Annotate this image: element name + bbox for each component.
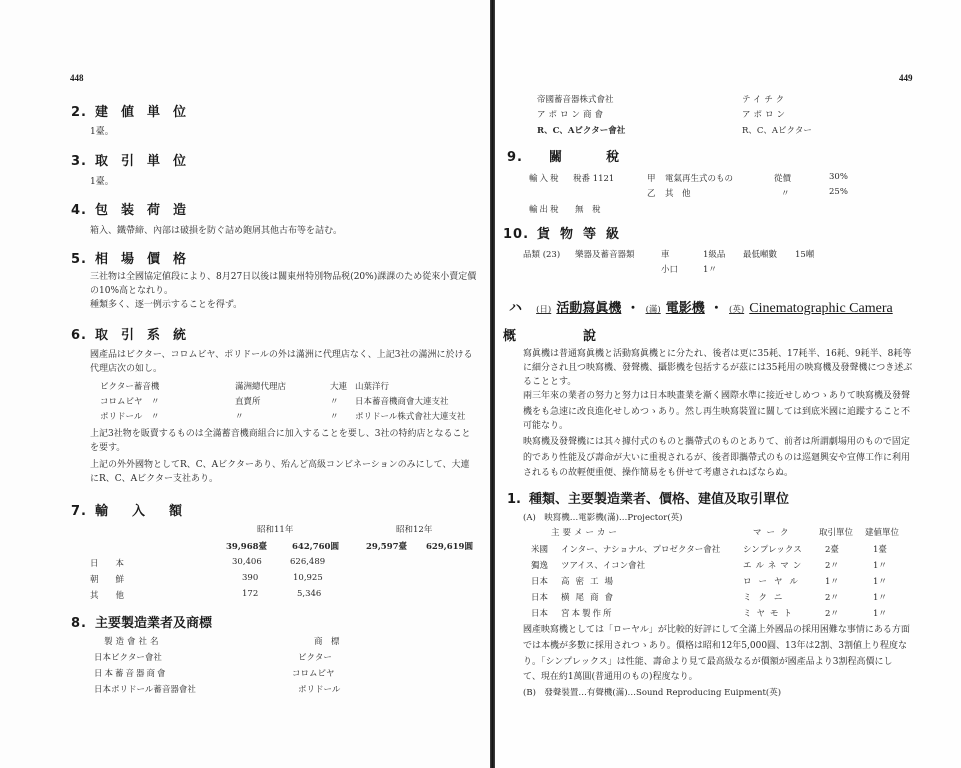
maker-mark: シンプレックス xyxy=(743,545,802,555)
total-qty-1: 39,968臺 xyxy=(226,542,268,552)
maker-country: 獨逸 xyxy=(531,561,549,571)
maker-country: 米國 xyxy=(531,545,549,555)
maker-trade-unit: 1〃 xyxy=(825,577,839,587)
section-2-heading xyxy=(71,101,199,120)
section-title: 主要製造業者及商標 xyxy=(94,616,212,631)
section-c-heading: ハ (日) 活動寫眞機 ・ (滿) 電影機 ・ (英) Cinematographic Camera xyxy=(509,301,893,316)
freight-item: 樂器及蓄音器類 xyxy=(575,250,635,260)
subsection-b: (B) 發聲裝置…有聲機(滿)…Sound Reproducing Euipment(英) xyxy=(523,688,782,698)
freight-category: 品類 (23) xyxy=(523,250,561,260)
section-1-heading xyxy=(507,488,789,507)
freight-mode: 小口 xyxy=(661,265,679,275)
trademark-company: 日本蓄音器商會 xyxy=(94,669,168,679)
section-title: 關 稅 xyxy=(548,150,625,165)
maker-company: 帝國蓄音器株式會社 xyxy=(537,95,614,105)
total-value-1: 642,760圓 xyxy=(292,542,339,552)
header-price-unit: 建値單位 xyxy=(865,528,900,538)
duty-item: 電氣再生式のもの xyxy=(665,174,734,184)
agent-maker: コロムビヤ 〃 xyxy=(100,397,160,407)
maker-note-line: て、現在約1萬圓(普通用のもの)程度なり。 xyxy=(523,672,698,682)
maker-company: アポロン商會 xyxy=(537,110,607,120)
company-col-header: 製造會社名 xyxy=(104,637,162,647)
export-duty-label: 輸出稅 xyxy=(529,205,561,215)
lang-tag-mn: (滿) xyxy=(645,305,661,315)
import-qty: 30,406 xyxy=(232,557,262,567)
header-maker: 主要メーカー xyxy=(551,528,620,538)
title-mn: 電影機 xyxy=(665,301,705,316)
maker-mark: ローヤル xyxy=(743,577,805,587)
section-number: 7. xyxy=(71,504,87,519)
section-title: 取引系統 xyxy=(94,328,199,343)
import-origin: 日 本 xyxy=(90,559,125,569)
tariff-number: 稅番 1121 xyxy=(573,174,615,184)
section-5-heading xyxy=(71,248,199,267)
maker-name: インター、ナショナル、プロゼクター會社 xyxy=(561,545,721,555)
right-page xyxy=(495,0,961,768)
section-number: 9. xyxy=(507,150,523,165)
overview-line: されるもの故輕便重便、操作簡易をも併せて考慮されねばならぬ。 xyxy=(523,468,794,478)
maker-price-unit: 1〃 xyxy=(873,561,887,571)
maker-mark: R、C、Aビクター xyxy=(742,126,812,136)
section-6-intro: 國產品はビクター、コロムビヤ、ポリドールの外は滿洲に代理店なく、上記3社の滿洲に於ける xyxy=(90,350,473,360)
export-duty-value: 無 稅 xyxy=(575,205,601,215)
maker-name: 横尾商會 xyxy=(561,593,620,603)
duty-basis: 〃 xyxy=(781,189,790,199)
section-6-after: を要す。 xyxy=(90,443,126,453)
section-9-heading xyxy=(507,146,625,165)
maker-trade-unit: 2〃 xyxy=(825,593,839,603)
maker-name: 宮本製作所 xyxy=(561,609,614,619)
trademark-mark: ビクター xyxy=(298,653,332,663)
trademark-mark: ポリドール xyxy=(298,685,341,695)
section-title: 相場價格 xyxy=(94,252,199,267)
section-number: 3. xyxy=(71,154,87,169)
lang-tag-jp: (日) xyxy=(536,305,552,315)
section-title: 包装荷造 xyxy=(94,203,199,218)
trademark-company: 日本ビクター會社 xyxy=(94,653,162,663)
header-mark: マーク xyxy=(753,528,794,538)
maker-price-unit: 1〃 xyxy=(873,593,887,603)
maker-note-line: り。「シンプレックス」は性能、壽命より見て最高級なるが價額が國產品より3割程高價にし xyxy=(523,657,893,667)
duty-rate: 30% xyxy=(829,172,848,182)
maker-country: 日本 xyxy=(531,577,549,587)
maker-price-unit: 1臺 xyxy=(873,545,887,555)
section-title: 貨物等級 xyxy=(537,227,630,242)
agent-company: ポリドール株式會社大連支社 xyxy=(355,412,466,422)
overview-line: に細分され且つ映寫機、發聲機、攝影機を包括するが茲には35耗用の映寫機及發聲機につき述ぶ xyxy=(523,363,913,373)
duty-class: 乙 xyxy=(647,189,656,199)
section-number: 2. xyxy=(71,105,87,120)
section-7-heading xyxy=(71,500,206,519)
freight-grade: 1〃 xyxy=(703,265,717,275)
year-2-header: 昭和12年 xyxy=(396,525,433,535)
section-title: 建値単位 xyxy=(94,105,199,120)
duty-basis: 從價 xyxy=(774,174,792,184)
duty-rate: 25% xyxy=(829,187,848,197)
duty-item: 其 他 xyxy=(665,189,691,199)
section-5-line: 種類多く、逐一例示することを得ず。 xyxy=(90,300,243,310)
maker-country: 日本 xyxy=(531,593,549,603)
section-10-heading xyxy=(503,223,629,242)
freight-mode: 車 xyxy=(661,250,670,260)
section-title: 輸入額 xyxy=(94,504,206,519)
section-6-after: にR、C、Aビクター支社あり。 xyxy=(90,474,218,484)
agent-city: 大連 xyxy=(330,382,348,392)
agent-city: 〃 xyxy=(330,412,339,422)
header-trade-unit: 取引單位 xyxy=(819,528,854,538)
maker-trade-unit: 2〃 xyxy=(825,561,839,571)
total-qty-2: 29,597臺 xyxy=(366,542,408,552)
section-title: 種類、主要製造業者、價格、建值及取引單位 xyxy=(528,492,789,507)
overview-line: 映寫機及發聲機には其々據付式のものと攜帶式のものとありて、前者は所謂劇場用のもので固定 xyxy=(523,437,910,447)
import-value: 10,925 xyxy=(293,573,323,583)
import-origin: 其 他 xyxy=(90,591,125,601)
section-prefix: ハ xyxy=(509,301,524,316)
left-page-number: 448 xyxy=(70,73,84,83)
section-6-after: 上記3社物を販賣するものは全滿蓄音機商組合に加入することを要し、3社の特約店となること xyxy=(90,429,471,439)
mark-col-header: 商 標 xyxy=(314,637,340,647)
section-4-heading xyxy=(71,199,199,218)
agent-maker: ビクター蓄音機 xyxy=(100,382,160,392)
maker-company: R、C、Aビクター會社 xyxy=(537,126,626,136)
agent-city: 〃 xyxy=(330,397,339,407)
maker-note-line: 國產映寫機としては「ローヤル」が比較的好評にして全滿上外國品の採用困難な事情にある方面 xyxy=(523,625,910,635)
overview-line: 兩三年來の業者の努力と努力は日本映畫業を漸く國際水準に接近せしめつゝありて映寫機及發聲 xyxy=(523,391,911,401)
agent-type: 滿洲總代理店 xyxy=(235,382,287,392)
section-number: 10. xyxy=(503,227,530,242)
overview-label-b: 說 xyxy=(583,329,598,344)
overview-line: ることとす。 xyxy=(523,377,577,387)
freight-min-value: 15噸 xyxy=(795,250,815,260)
section-number: 6. xyxy=(71,328,87,343)
import-origin: 朝 鮮 xyxy=(90,575,125,585)
total-value-2: 629,619圓 xyxy=(426,542,473,552)
overview-label-a: 概 xyxy=(503,329,518,344)
section-3-heading xyxy=(71,150,199,169)
section-title: 取引単位 xyxy=(94,154,199,169)
title-jp: 活動寫眞機 xyxy=(556,301,622,316)
trademark-mark: コロムビヤ xyxy=(292,669,335,679)
overview-line: 可能なり。 xyxy=(523,421,569,431)
maker-mark: アポロン xyxy=(742,110,789,120)
section-number: 4. xyxy=(71,203,87,218)
maker-price-unit: 1〃 xyxy=(873,577,887,587)
section-5-line: 三社物は全國協定値段により、8月27日以後は關東州特別物品税(20%)課課のため從來小賣定價 xyxy=(90,272,477,282)
maker-name: ツアイス、イコン會社 xyxy=(561,561,646,571)
maker-name: 高密工場 xyxy=(561,577,620,587)
agent-type: 直賣所 xyxy=(235,397,261,407)
section-5-line: の10%高となれり。 xyxy=(90,286,174,296)
maker-mark: ミクニ xyxy=(743,593,790,603)
maker-mark: ミヤモト xyxy=(743,609,798,619)
overview-line: 寫眞機は普通寫眞機と活動寫眞機とに分たれ、後者は更に35耗、17耗半、16耗、9耗半、8耗等 xyxy=(523,349,912,359)
title-en: Cinematographic Camera xyxy=(749,301,893,316)
import-value: 626,489 xyxy=(290,557,326,567)
subsection-a: (A) 映寫機…電影機(滿)…Projector(英) xyxy=(523,513,683,523)
agent-maker: ポリドール 〃 xyxy=(100,412,160,422)
freight-grade: 1級品 xyxy=(703,250,726,260)
import-qty: 172 xyxy=(242,589,259,599)
trademark-company: 日本ポリドール蓄音器會社 xyxy=(94,685,196,695)
import-qty: 390 xyxy=(242,573,259,583)
maker-mark: テイチク xyxy=(742,95,788,105)
section-6-intro: 代理店次の如し。 xyxy=(90,364,163,374)
section-2-body: 1臺。 xyxy=(90,127,114,137)
overview-line: 機をも急速に改良進化せしめつゝあり。然し再生映寫裝置に關しては到底米國に追蹤すること不 xyxy=(523,407,911,417)
section-3-body: 1臺。 xyxy=(90,177,114,187)
duty-class: 甲 xyxy=(647,174,656,184)
agent-company: 日本蓄音機商會大連支社 xyxy=(355,397,449,407)
year-1-header: 昭和11年 xyxy=(257,525,294,535)
maker-country: 日本 xyxy=(531,609,549,619)
section-6-after: 上記の外外國物としてR、C、Aビクターあり、殆んど高級コンビネーションのみにして、大連 xyxy=(90,460,470,470)
maker-trade-unit: 2臺 xyxy=(825,545,839,555)
section-6-heading xyxy=(71,324,199,343)
overview-line: 的であり性能及び壽命が大いに重視されるが、後者即攜帶式のものは巡廻興安や宣傳工作に利用 xyxy=(523,453,911,463)
section-4-body: 箱入、鐵帶締、內部は破損を防ぐ詰め鉋屑其他古布等を詰む。 xyxy=(90,226,343,236)
agent-type: 〃 xyxy=(235,412,244,422)
import-duty-label: 輸入稅 xyxy=(529,174,561,184)
section-number: 5. xyxy=(71,252,87,267)
maker-note-line: では本機が多數に採用されつゝあり。價格は昭和12年5,000圓、13年は2割、3割値上り程度な xyxy=(523,641,907,651)
import-value: 5,346 xyxy=(297,589,322,599)
section-number: 1. xyxy=(507,492,521,507)
agent-company: 山葉洋行 xyxy=(355,382,390,392)
maker-mark: エルネマン xyxy=(743,561,806,571)
lang-tag-en: (英) xyxy=(729,305,745,315)
section-8-heading xyxy=(71,612,212,631)
maker-trade-unit: 2〃 xyxy=(825,609,839,619)
maker-price-unit: 1〃 xyxy=(873,609,887,619)
section-number: 8. xyxy=(71,616,87,631)
freight-min-label: 最低噸數 xyxy=(743,250,778,260)
right-page-number: 449 xyxy=(899,73,913,83)
